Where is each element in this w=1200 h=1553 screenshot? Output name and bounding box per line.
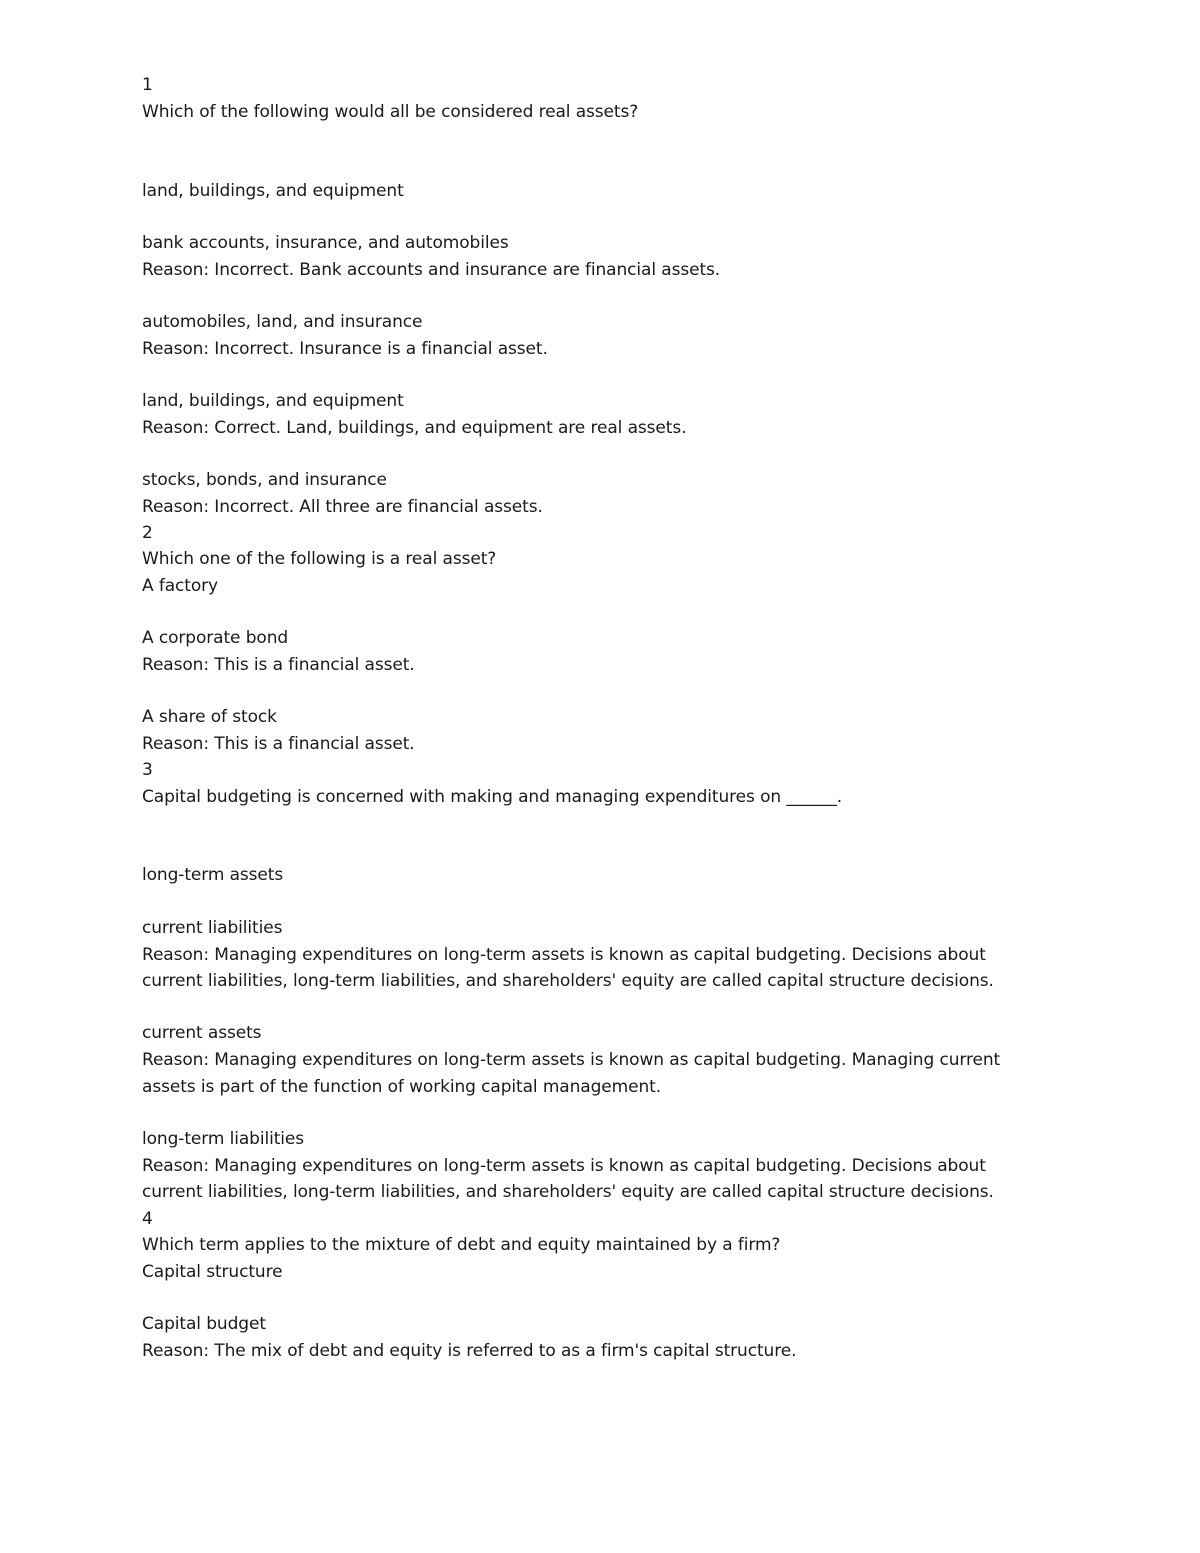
answer-option: long-term liabilities <box>142 1129 305 1149</box>
answer-reason-continued: current liabilities, long-term liabilities, and shareholders' equity are called capital structure decisions. <box>142 971 994 991</box>
question-text-2: Which one of the following is a real asset? <box>142 549 497 569</box>
answer-option: current liabilities <box>142 918 283 938</box>
answer-reason: Reason: Incorrect. All three are financial assets. <box>142 497 543 517</box>
answer-option: automobiles, land, and insurance <box>142 312 423 332</box>
answer-reason: Reason: Managing expenditures on long-term assets is known as capital budgeting. Decisions about <box>142 1156 986 1176</box>
question-text-4: Which term applies to the mixture of debt and equity maintained by a firm? <box>142 1235 781 1255</box>
question-text-1: Which of the following would all be considered real assets? <box>142 102 639 122</box>
answer-reason: Reason: Correct. Land, buildings, and equipment are real assets. <box>142 418 687 438</box>
answer-reason: Reason: Managing expenditures on long-term assets is known as capital budgeting. Managing current <box>142 1050 1001 1070</box>
answer-reason: Reason: Incorrect. Bank accounts and insurance are financial assets. <box>142 260 721 280</box>
answer-reason: Reason: This is a financial asset. <box>142 655 415 675</box>
correct-answer-3: long-term assets <box>142 865 284 885</box>
question-number-3: 3 <box>142 760 153 780</box>
correct-answer-2: A factory <box>142 576 218 596</box>
answer-option: A corporate bond <box>142 628 289 648</box>
answer-reason: Reason: Managing expenditures on long-term assets is known as capital budgeting. Decisions about <box>142 945 986 965</box>
question-text-3: Capital budgeting is concerned with making and managing expenditures on ______. <box>142 787 843 807</box>
answer-reason: Reason: Incorrect. Insurance is a financial asset. <box>142 339 548 359</box>
correct-answer-4: Capital structure <box>142 1262 283 1282</box>
answer-option: current assets <box>142 1023 262 1043</box>
answer-option: bank accounts, insurance, and automobiles <box>142 233 509 253</box>
answer-reason-continued: assets is part of the function of working capital management. <box>142 1077 661 1097</box>
question-number-4: 4 <box>142 1209 153 1229</box>
answer-option: A share of stock <box>142 707 277 727</box>
question-number-1: 1 <box>142 75 153 95</box>
answer-option: stocks, bonds, and insurance <box>142 470 387 490</box>
answer-option: Capital budget <box>142 1314 266 1334</box>
correct-answer-1: land, buildings, and equipment <box>142 181 404 201</box>
answer-reason: Reason: This is a financial asset. <box>142 734 415 754</box>
question-number-2: 2 <box>142 523 153 543</box>
answer-option: land, buildings, and equipment <box>142 391 404 411</box>
answer-reason: Reason: The mix of debt and equity is referred to as a firm's capital structure. <box>142 1341 797 1361</box>
answer-reason-continued: current liabilities, long-term liabilities, and shareholders' equity are called capital structure decisions. <box>142 1182 994 1202</box>
